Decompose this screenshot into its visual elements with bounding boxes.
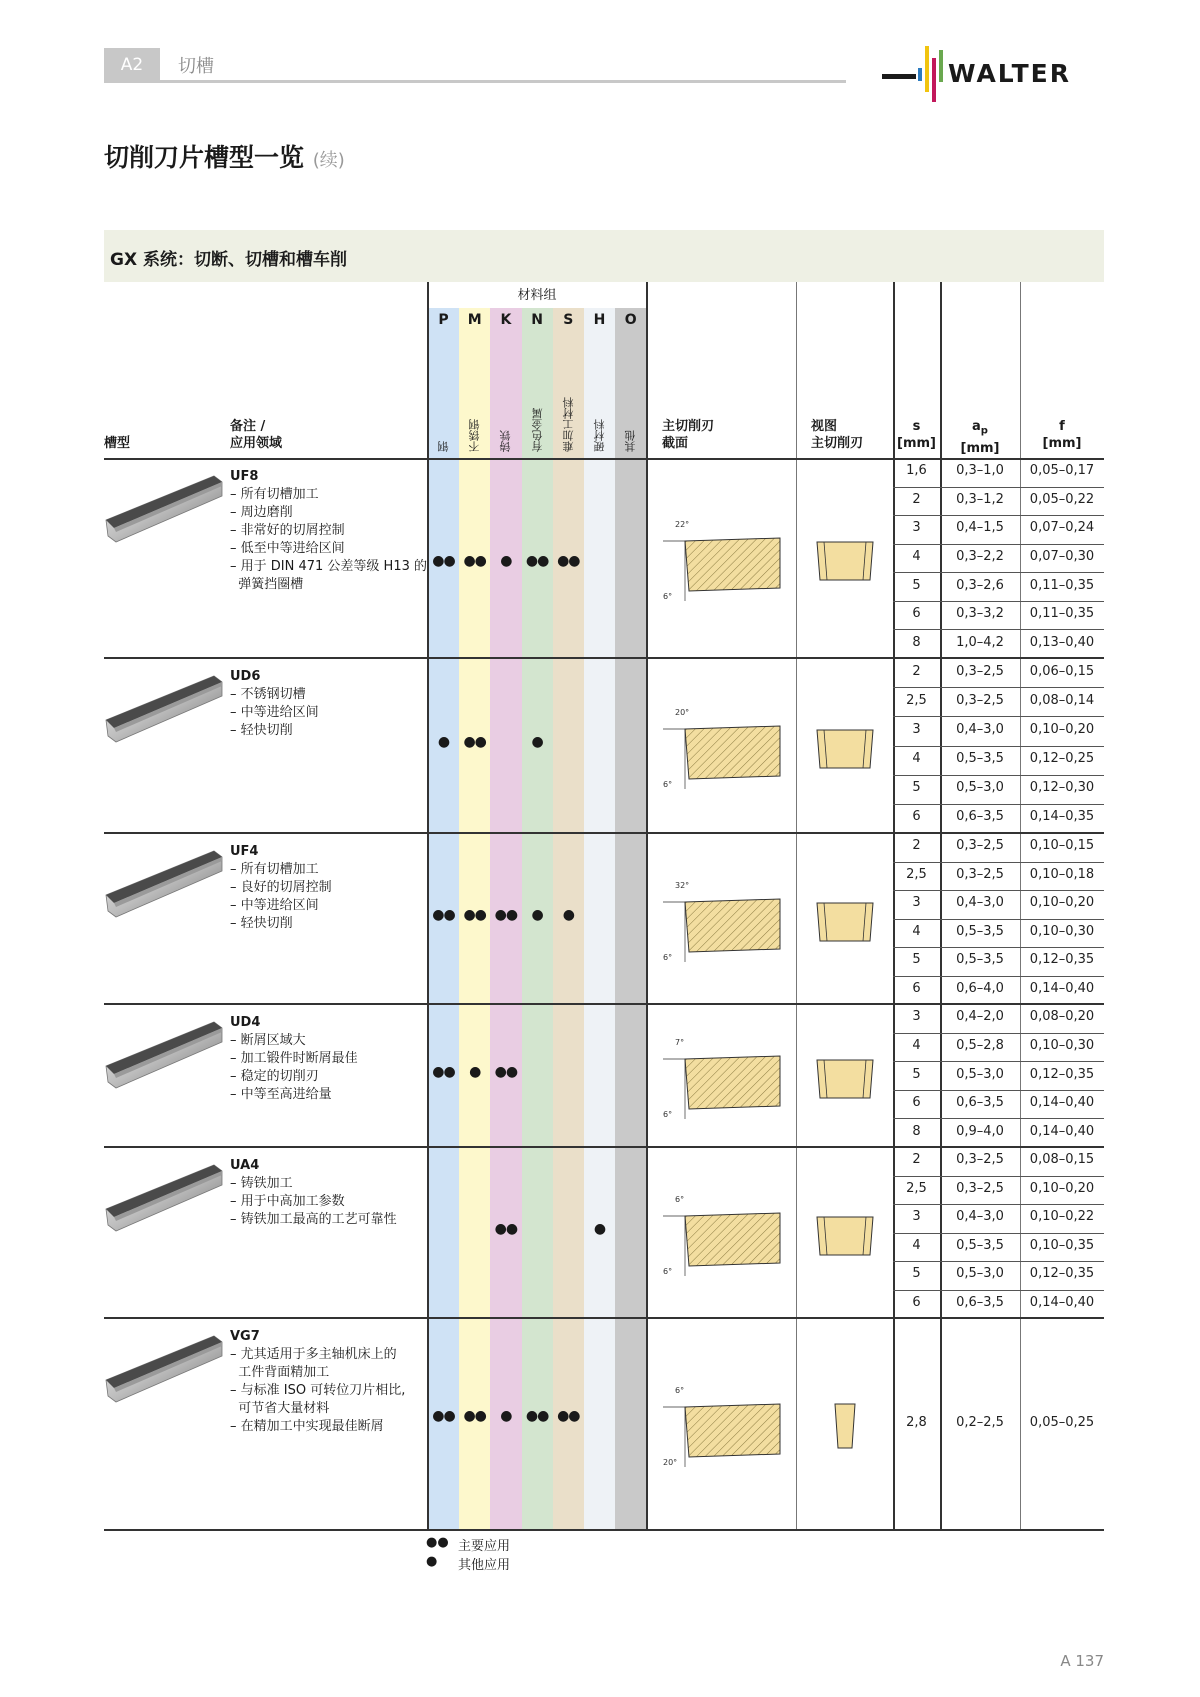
size-s: 5 (912, 952, 921, 968)
rating-p: ●● (432, 1408, 455, 1424)
size-s: 5 (912, 780, 921, 796)
size-ap: 0,6–3,5 (956, 1294, 1004, 1310)
material-name: 钢 (437, 441, 450, 452)
size-s: 2 (912, 1152, 921, 1168)
size-f: 0,12–0,35 (1029, 952, 1095, 968)
svg-text:6°: 6° (675, 1194, 685, 1204)
size-ap: 0,3–2,5 (956, 692, 1004, 708)
legend-main-symbol: ●● (426, 1535, 449, 1550)
size-f: 0,10–0,20 (1029, 1180, 1095, 1196)
size-ap: 0,3–2,6 (956, 577, 1004, 593)
cutting-edge-section-drawing (655, 1188, 790, 1282)
note-line: – 轻快切削 (230, 723, 293, 738)
note-line: – 良好的切屑控制 (230, 880, 332, 895)
rating-m: ●● (463, 733, 486, 750)
section-title: GX 系统：切断、切槽和槽车削 (110, 250, 347, 270)
size-f: 0,07–0,24 (1029, 520, 1095, 536)
note-line: – 用于中高加工参数 (230, 1194, 345, 1209)
note-line: – 所有切槽加工 (230, 487, 319, 502)
material-column-h (584, 308, 616, 1530)
size-s: 5 (912, 577, 921, 593)
row-divider (104, 1529, 1104, 1531)
size-row-divider (893, 1261, 1104, 1262)
header-section: 主切削刃 截面 (662, 419, 715, 451)
size-s: 3 (912, 721, 921, 737)
size-f: 0,07–0,30 (1029, 549, 1095, 564)
insert-image (104, 1330, 224, 1414)
size-row-divider (893, 746, 1104, 747)
size-f: 0,05–0,17 (1029, 463, 1095, 479)
walter-logo (880, 44, 1110, 104)
size-ap: 0,4–1,5 (956, 520, 1004, 536)
row-divider (104, 1146, 1104, 1148)
geometry-code: VG7 (230, 1329, 260, 1344)
rating-k: ●● (494, 1063, 518, 1080)
note-line: – 非常好的切屑控制 (230, 523, 345, 538)
legend-other-symbol: ● (426, 1554, 438, 1569)
note-line: – 不锈钢切槽 (230, 687, 306, 702)
rating-n: ● (531, 906, 543, 923)
geometry-code: UD4 (230, 1015, 261, 1030)
svg-text:32°: 32° (675, 880, 690, 890)
size-s: 2 (912, 838, 921, 854)
size-f: 0,14–0,40 (1029, 1294, 1095, 1310)
size-ap: 0,5–3,0 (956, 1266, 1004, 1282)
size-ap: 0,3–2,5 (956, 866, 1004, 882)
svg-text:20°: 20° (663, 1458, 678, 1467)
size-ap: 0,5–3,0 (956, 780, 1004, 796)
rating-n: ●● (525, 553, 549, 569)
size-s: 2,5 (906, 1180, 927, 1196)
svg-text:6°: 6° (663, 952, 673, 962)
grid-line (796, 282, 797, 1530)
size-ap: 0,6–3,5 (956, 1095, 1004, 1111)
cutting-edge-view-drawing (815, 724, 875, 778)
size-ap: 0,6–3,5 (956, 809, 1004, 825)
header-view: 视图 主切削刃 (811, 419, 864, 451)
rating-k: ● (500, 1408, 512, 1424)
size-f: 0,05–0,25 (1029, 1415, 1095, 1430)
svg-text:22°: 22° (675, 520, 690, 529)
size-f: 0,14–0,40 (1029, 980, 1095, 996)
size-f: 0,08–0,20 (1029, 1009, 1095, 1025)
size-f: 0,10–0,30 (1029, 1037, 1095, 1053)
header-material-group: 材料组 (517, 288, 557, 303)
size-ap: 0,5–3,0 (956, 1066, 1004, 1082)
geometry-notes (230, 1328, 425, 1436)
geometry-notes (230, 668, 425, 740)
insert-image (104, 670, 224, 754)
note-line: – 用于 DIN 471 公差等级 H13 的 (230, 559, 427, 574)
note-line: – 与标准 ISO 可转位刀片相比, (230, 1383, 406, 1398)
size-ap: 0,4–2,0 (956, 1009, 1004, 1025)
note-line: – 尤其适用于多主轴机床上的 (230, 1347, 397, 1362)
size-ap: 0,4–3,0 (956, 721, 1004, 737)
size-s: 4 (912, 1037, 921, 1053)
size-s: 4 (912, 751, 921, 767)
size-s: 6 (912, 1294, 921, 1310)
size-f: 0,12–0,30 (1029, 780, 1095, 796)
size-s: 5 (912, 1266, 921, 1282)
size-row-divider (893, 1118, 1104, 1119)
size-row-divider (893, 629, 1104, 630)
svg-text:6°: 6° (663, 592, 673, 601)
size-s: 6 (912, 1095, 921, 1111)
rating-s: ● (562, 906, 574, 923)
size-f: 0,11–0,35 (1029, 606, 1095, 622)
size-ap: 0,5–3,5 (956, 923, 1004, 939)
rating-n: ●● (525, 1408, 549, 1424)
size-row-divider (893, 1176, 1104, 1177)
cutting-edge-section-drawing (655, 701, 790, 795)
rating-m: ●● (463, 906, 486, 923)
material-name: 难加工材料 (561, 397, 575, 452)
note-line: – 所有切槽加工 (230, 862, 319, 877)
rating-m: ● (469, 1063, 481, 1080)
size-ap: 0,5–2,8 (956, 1037, 1004, 1053)
row-divider (104, 832, 1104, 834)
header-geometry: 槽型 (104, 436, 131, 451)
size-s: 2,5 (906, 866, 927, 882)
size-ap: 0,5–3,5 (956, 751, 1004, 767)
note-line: – 铸铁加工 (230, 1176, 293, 1191)
size-s: 4 (912, 923, 921, 939)
size-ap: 0,3–2,5 (956, 663, 1004, 679)
rating-m: ●● (463, 1408, 486, 1424)
rating-k: ● (500, 553, 512, 569)
size-ap: 1,0–4,2 (956, 634, 1004, 650)
note-line: – 稳定的切削刃 (230, 1069, 319, 1084)
size-s: 5 (912, 1066, 921, 1082)
size-row-divider (893, 1090, 1104, 1091)
size-f: 0,05–0,22 (1029, 491, 1095, 507)
insert-image (104, 1016, 224, 1100)
size-ap: 0,5–3,5 (956, 1237, 1004, 1253)
cutting-edge-view-drawing (815, 536, 875, 590)
insert-image (104, 1159, 224, 1243)
size-f: 0,08–0,15 (1029, 1152, 1095, 1168)
size-row-divider (893, 1033, 1104, 1034)
chapter-code: A2 (104, 48, 160, 82)
geometry-notes (230, 468, 425, 594)
size-f: 0,13–0,40 (1029, 634, 1095, 650)
size-f: 0,08–0,14 (1029, 692, 1095, 708)
size-row-divider (893, 919, 1104, 920)
size-f: 0,11–0,35 (1029, 577, 1095, 593)
size-s: 6 (912, 980, 921, 996)
rating-m: ●● (463, 553, 486, 569)
material-letter: O (624, 312, 637, 328)
size-s: 3 (912, 520, 921, 536)
size-ap: 0,6–4,0 (956, 980, 1004, 996)
header-rule-bottom (104, 458, 1104, 460)
row-divider (104, 1003, 1104, 1005)
size-f: 0,10–0,15 (1029, 838, 1095, 854)
size-f: 0,14–0,35 (1029, 809, 1095, 825)
cutting-edge-section-drawing (655, 874, 790, 968)
size-row-divider (893, 775, 1104, 776)
svg-text:7°: 7° (675, 1037, 685, 1047)
size-f: 0,10–0,30 (1029, 923, 1095, 939)
rating-n: ● (531, 733, 543, 750)
note-line: – 在精加工中实现最佳断屑 (230, 1419, 384, 1434)
size-f: 0,14–0,40 (1029, 1123, 1095, 1139)
material-name: 不锈钢 (468, 419, 482, 452)
walter-logo-icon (880, 44, 1110, 104)
geometry-code: UF8 (230, 469, 259, 484)
size-s: 3 (912, 1009, 921, 1025)
cutting-edge-view-drawing (815, 897, 875, 951)
rating-h: ● (593, 1220, 606, 1237)
note-line: – 中等至高进给量 (230, 1087, 332, 1102)
size-row-divider (893, 1290, 1104, 1291)
size-ap: 0,3–3,2 (956, 606, 1004, 622)
size-s: 4 (912, 549, 921, 564)
size-s: 1,6 (906, 463, 927, 479)
legend-other-label: 其他应用 (458, 1558, 511, 1573)
size-row-divider (893, 890, 1104, 891)
note-line: – 低至中等进给区间 (230, 541, 345, 556)
size-s: 3 (912, 895, 921, 911)
size-s: 2 (912, 663, 921, 679)
cutting-edge-section-drawing (655, 1031, 790, 1125)
header-notes: 备注 / 应用领域 (230, 419, 283, 451)
size-ap: 0,9–4,0 (956, 1123, 1004, 1139)
page-number: A 137 (1060, 1652, 1104, 1670)
rating-s: ●● (557, 1408, 580, 1424)
size-f: 0,10–0,22 (1029, 1209, 1095, 1225)
geometry-notes (230, 1157, 425, 1229)
size-row-divider (893, 487, 1104, 488)
size-s: 6 (912, 809, 921, 825)
size-f: 0,10–0,18 (1029, 866, 1095, 882)
size-row-divider (893, 947, 1104, 948)
rating-p: ●● (432, 906, 455, 923)
note-line: – 中等进给区间 (230, 705, 319, 720)
size-ap: 0,5–3,5 (956, 952, 1004, 968)
size-s: 8 (912, 634, 921, 650)
size-row-divider (893, 1233, 1104, 1234)
svg-text:WALTER: WALTER (948, 59, 1071, 88)
geometry-code: UD6 (230, 669, 261, 684)
header-f: f [mm] (1042, 419, 1082, 451)
material-letter: N (531, 312, 543, 328)
header-rule (104, 80, 846, 83)
size-ap: 0,3–2,5 (956, 1152, 1004, 1168)
size-ap: 0,3–2,2 (956, 549, 1004, 564)
geometry-notes (230, 843, 425, 933)
size-f: 0,10–0,20 (1029, 721, 1095, 737)
size-row-divider (893, 804, 1104, 805)
size-row-divider (893, 544, 1104, 545)
note-line: – 周边磨削 (230, 505, 293, 520)
material-letter: K (500, 312, 512, 328)
size-s: 2 (912, 491, 921, 507)
size-f: 0,06–0,15 (1029, 663, 1095, 679)
svg-text:6°: 6° (663, 1266, 673, 1276)
size-f: 0,10–0,20 (1029, 895, 1095, 911)
size-s: 8 (912, 1123, 921, 1139)
rating-k: ●● (494, 906, 518, 923)
size-ap: 0,3–2,5 (956, 1180, 1004, 1196)
svg-text:20°: 20° (675, 707, 690, 717)
rating-p: ● (437, 733, 450, 750)
material-letter: S (563, 312, 574, 328)
size-ap: 0,2–2,5 (956, 1415, 1004, 1430)
geometry-notes (230, 1014, 425, 1104)
material-name: 有色金属 (530, 408, 544, 452)
size-row-divider (893, 601, 1104, 602)
size-f: 0,10–0,35 (1029, 1237, 1095, 1253)
row-divider (104, 1317, 1104, 1319)
size-row-divider (893, 976, 1104, 977)
legend-main-label: 主要应用 (458, 1539, 511, 1554)
material-name: 其他 (624, 430, 638, 452)
material-name: 铸铁 (499, 430, 513, 452)
svg-text:6°: 6° (675, 1386, 685, 1395)
size-row-divider (893, 862, 1104, 863)
cutting-edge-view-drawing (815, 1054, 875, 1108)
size-s: 2,5 (906, 692, 927, 708)
insert-image (104, 470, 224, 554)
size-s: 3 (912, 1209, 921, 1225)
row-divider (104, 657, 1104, 659)
header-s: s [mm] (897, 419, 936, 451)
note-line: 可节省大量材料 (230, 1401, 330, 1416)
cutting-edge-view-drawing (815, 1402, 875, 1456)
legend (426, 1535, 510, 1573)
grid-line (646, 282, 648, 1530)
rating-k: ●● (494, 1220, 518, 1237)
size-f: 0,12–0,25 (1029, 751, 1095, 767)
size-f: 0,12–0,35 (1029, 1266, 1095, 1282)
insert-image (104, 845, 224, 929)
material-name: 硬材料 (593, 419, 606, 452)
note-line: 工件背面精加工 (230, 1365, 330, 1380)
material-column-o (615, 308, 647, 1530)
size-row-divider (893, 1204, 1104, 1205)
size-row-divider (893, 515, 1104, 516)
size-s: 4 (912, 1237, 921, 1253)
geometry-code: UA4 (230, 1158, 260, 1173)
size-f: 0,12–0,35 (1029, 1066, 1095, 1082)
svg-text:6°: 6° (663, 779, 673, 789)
svg-text:6°: 6° (663, 1109, 673, 1119)
size-f: 0,14–0,40 (1029, 1095, 1095, 1111)
note-line: – 轻快切削 (230, 916, 293, 931)
size-ap: 0,4–3,0 (956, 1209, 1004, 1225)
chapter-title: 切槽 (178, 56, 214, 77)
size-ap: 0,4–3,0 (956, 895, 1004, 911)
size-ap: 0,3–2,5 (956, 838, 1004, 854)
page-title: 切削刀片槽型一览 (续) (104, 143, 345, 172)
rating-p: ●● (432, 1063, 455, 1080)
note-line: – 加工锻件时断屑最佳 (230, 1051, 358, 1066)
note-line: – 铸铁加工最高的工艺可靠性 (230, 1212, 397, 1227)
size-s: 6 (912, 606, 921, 622)
header-ap: $a_p$ [mm] (960, 419, 1000, 456)
cutting-edge-section-drawing (655, 513, 790, 607)
cutting-edge-section-drawing (655, 1379, 790, 1473)
geometry-code: UF4 (230, 844, 259, 859)
size-ap: 0,3–1,0 (956, 463, 1004, 479)
size-ap: 0,3–1,2 (956, 491, 1004, 507)
rating-p: ●● (432, 553, 455, 569)
material-letter: P (438, 312, 449, 328)
note-line: – 中等进给区间 (230, 898, 319, 913)
size-row-divider (893, 572, 1104, 573)
size-s: 2,8 (906, 1415, 927, 1430)
material-letter: M (467, 312, 482, 328)
size-row-divider (893, 687, 1104, 688)
size-row-divider (893, 1061, 1104, 1062)
size-row-divider (893, 716, 1104, 717)
material-letter: H (593, 312, 606, 328)
page-title-suffix: (续) (312, 150, 345, 171)
note-line: – 断屑区域大 (230, 1033, 306, 1048)
rating-s: ●● (557, 553, 580, 569)
note-line: 弹簧挡圈槽 (230, 577, 304, 592)
cutting-edge-view-drawing (815, 1211, 875, 1265)
